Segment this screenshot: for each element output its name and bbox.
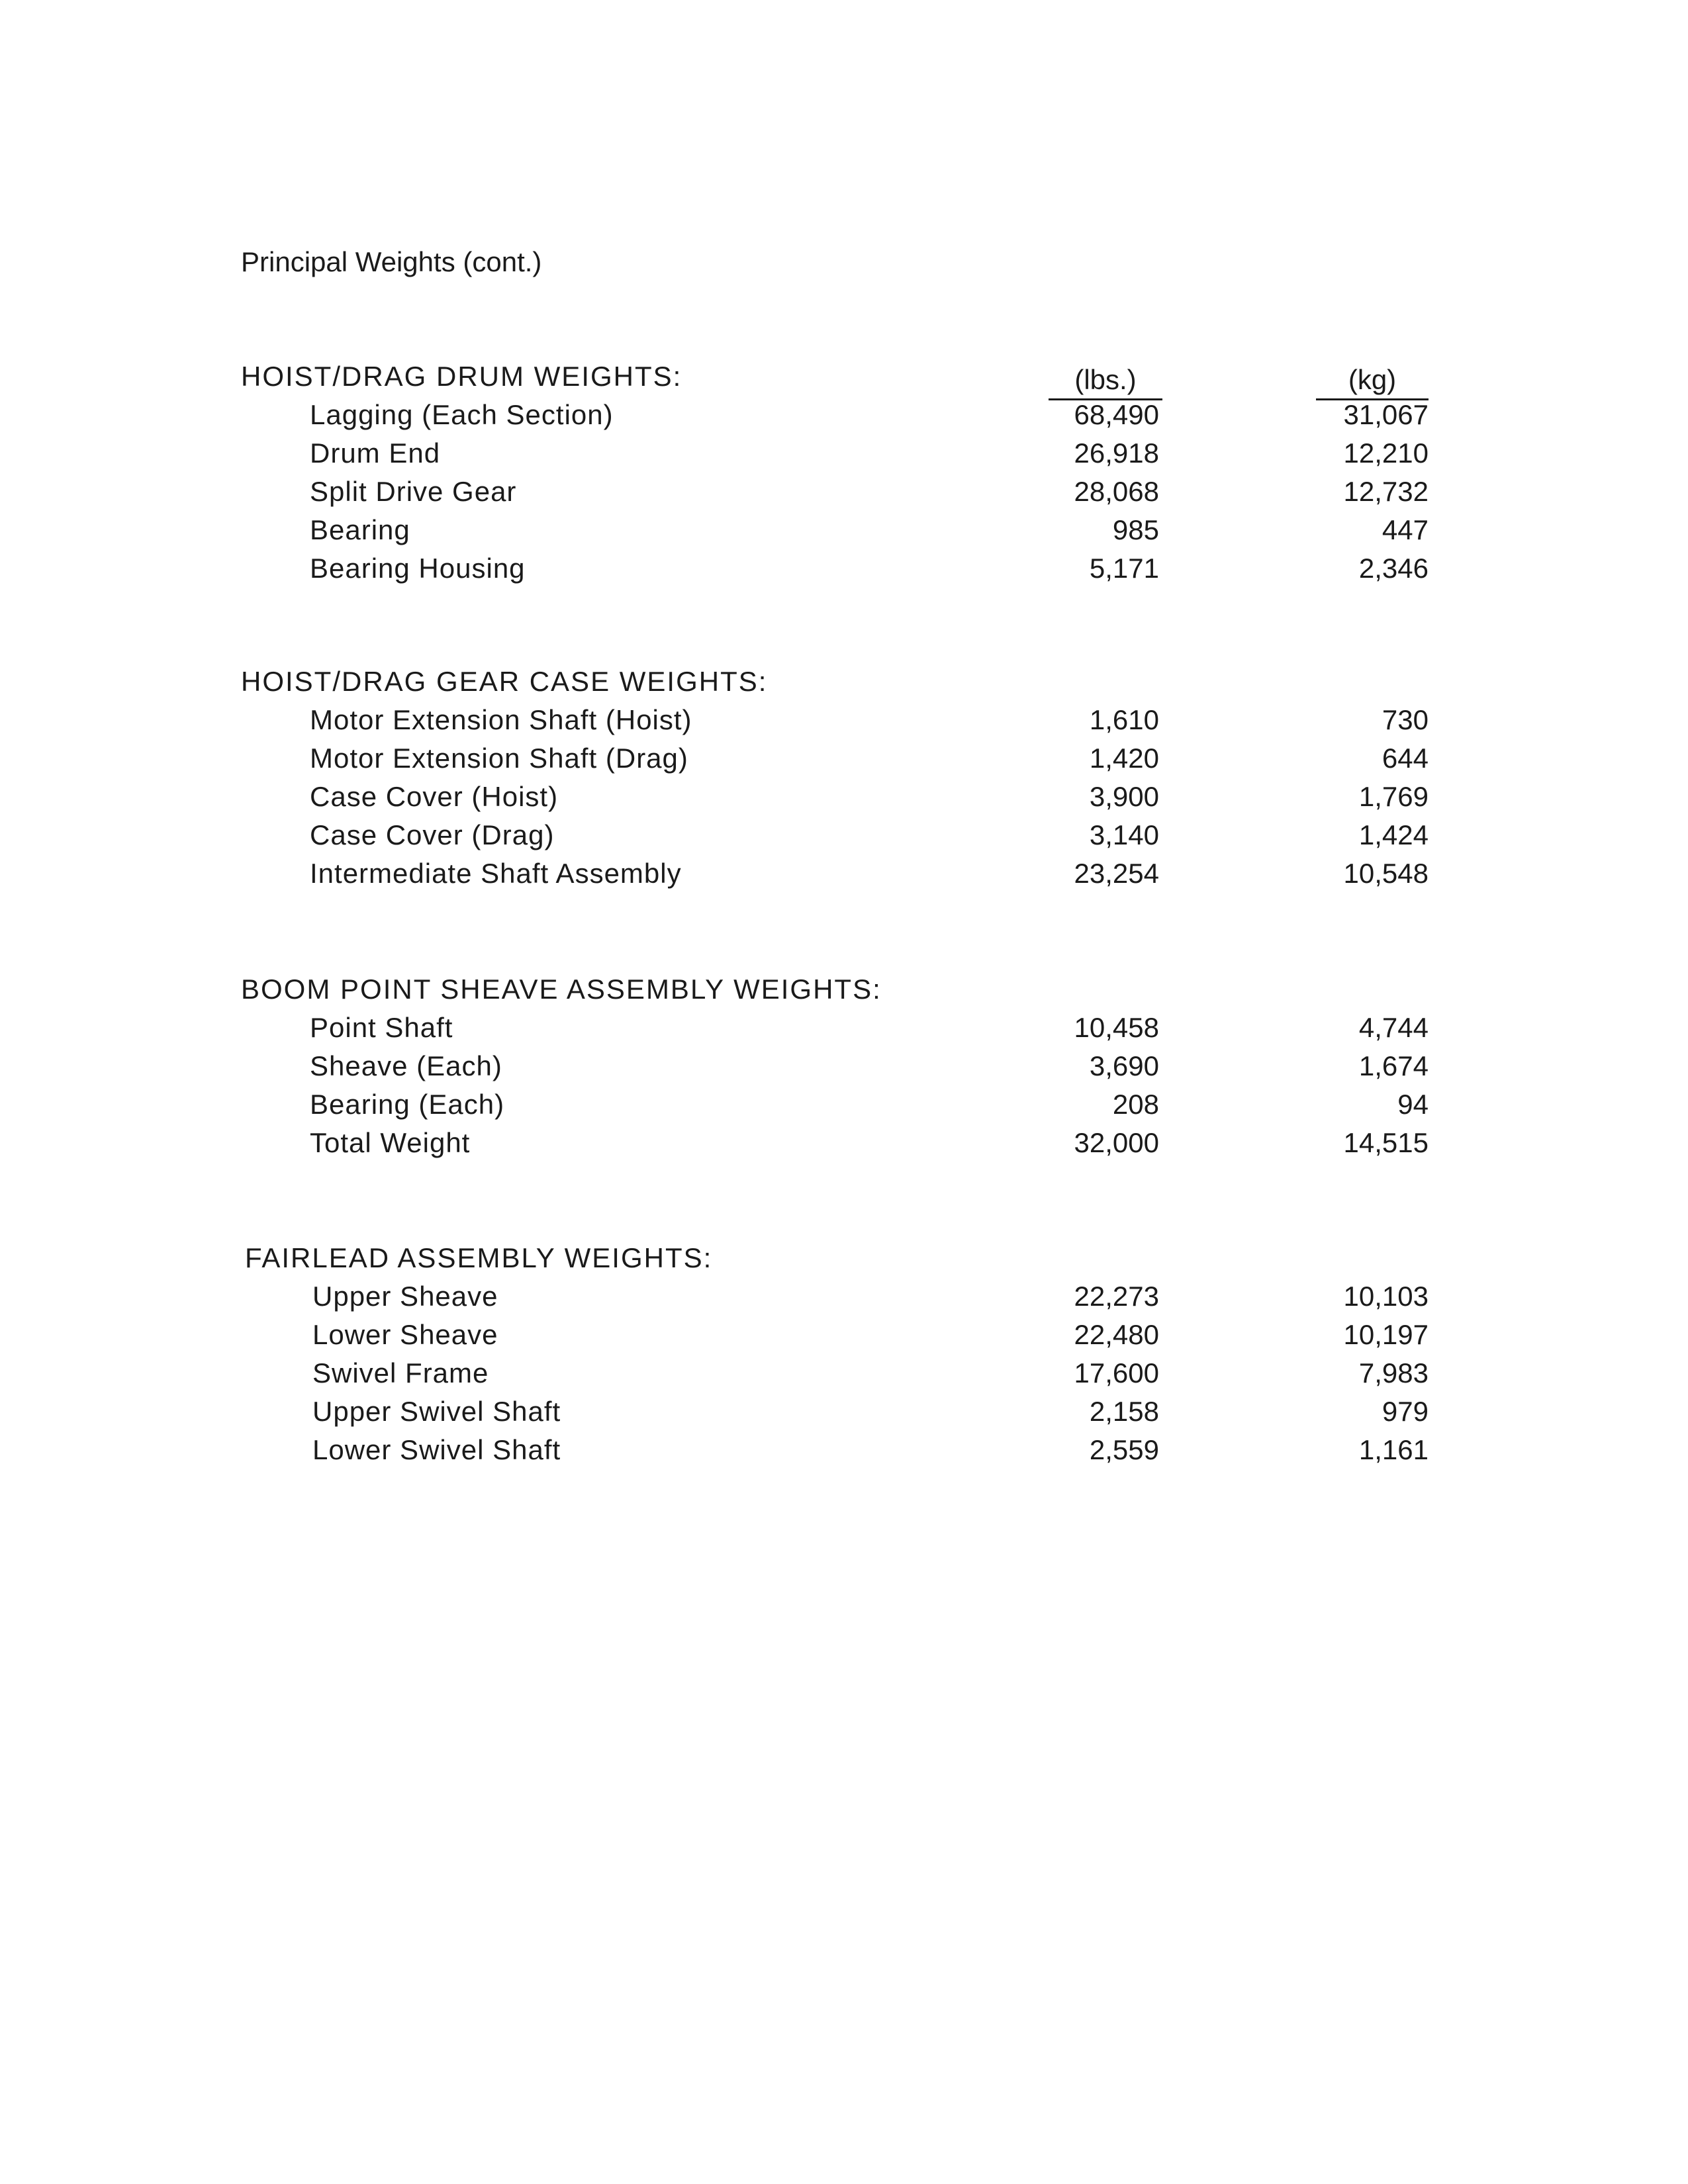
row-kg-value: 1,769: [1358, 781, 1429, 812]
row-lbs-value: 2,559: [1089, 1434, 1159, 1465]
row-label: Lagging (Each Section): [310, 399, 614, 430]
row-lbs-value: 22,273: [1074, 1281, 1159, 1312]
section-title: HOIST/DRAG GEAR CASE WEIGHTS:: [241, 666, 768, 697]
row-kg-value: 31,067: [1343, 399, 1429, 430]
row-lbs-value: 1,420: [1089, 743, 1159, 774]
row-kg-value: 12,732: [1343, 476, 1429, 507]
table-row: [241, 1047, 1446, 1085]
row-lbs-value: 68,490: [1074, 399, 1159, 430]
row-lbs-value: 3,900: [1089, 781, 1159, 812]
section-boom-point-sheave: [241, 970, 1446, 1162]
row-kg-value: 4,744: [1358, 1012, 1429, 1043]
row-label: Drum End: [310, 437, 441, 469]
row-lbs-value: 28,068: [1074, 476, 1159, 507]
table-row: [241, 511, 1446, 549]
row-label: Sheave (Each): [310, 1050, 502, 1081]
table-row: [241, 1277, 1446, 1316]
section-title: HOIST/DRAG DRUM WEIGHTS:: [241, 361, 682, 392]
section-hoist-drag-drum: [241, 357, 1446, 588]
row-lbs-value: 22,480: [1074, 1319, 1159, 1350]
row-kg-value: 979: [1382, 1396, 1429, 1427]
table-row: [241, 739, 1446, 778]
table-row: [241, 816, 1446, 854]
row-label: Bearing (Each): [310, 1089, 505, 1120]
row-kg-value: 10,103: [1343, 1281, 1429, 1312]
table-row: [241, 1392, 1446, 1431]
row-kg-value: 10,548: [1343, 858, 1429, 889]
column-header-lbs: (lbs.): [1049, 364, 1162, 400]
row-kg-value: 644: [1382, 743, 1429, 774]
column-header-kg: (kg): [1316, 364, 1429, 400]
row-label: Lower Swivel Shaft: [312, 1434, 561, 1465]
row-label: Bearing: [310, 514, 410, 545]
row-lbs-value: 17,600: [1074, 1357, 1159, 1388]
row-lbs-value: 3,140: [1089, 819, 1159, 850]
section-hoist-drag-gear-case: [241, 662, 1446, 893]
table-row: [241, 549, 1446, 588]
row-lbs-value: 5,171: [1089, 553, 1159, 584]
row-kg-value: 2,346: [1358, 553, 1429, 584]
table-row: [241, 434, 1446, 473]
row-label: Total Weight: [310, 1127, 471, 1158]
row-lbs-value: 3,690: [1089, 1050, 1159, 1081]
row-kg-value: 1,674: [1358, 1050, 1429, 1081]
row-lbs-value: 32,000: [1074, 1127, 1159, 1158]
table-row: [241, 1124, 1446, 1162]
row-label: Upper Sheave: [312, 1281, 498, 1312]
row-label: Case Cover (Hoist): [310, 781, 559, 812]
row-kg-value: 94: [1397, 1089, 1429, 1120]
section-fairlead-assembly: [241, 1239, 1446, 1469]
table-row: [241, 1085, 1446, 1124]
row-kg-value: 14,515: [1343, 1127, 1429, 1158]
table-row: [241, 1316, 1446, 1354]
row-kg-value: 1,424: [1358, 819, 1429, 850]
row-lbs-value: 26,918: [1074, 437, 1159, 469]
row-kg-value: 447: [1382, 514, 1429, 545]
row-label: Point Shaft: [310, 1012, 453, 1043]
table-row: [241, 1009, 1446, 1047]
row-label: Motor Extension Shaft (Drag): [310, 743, 688, 774]
table-row: [241, 396, 1446, 434]
table-row: [241, 854, 1446, 893]
row-lbs-value: 23,254: [1074, 858, 1159, 889]
row-label: Swivel Frame: [312, 1357, 489, 1388]
table-row: [241, 1431, 1446, 1469]
row-kg-value: 10,197: [1343, 1319, 1429, 1350]
row-kg-value: 730: [1382, 704, 1429, 735]
row-kg-value: 7,983: [1358, 1357, 1429, 1388]
row-label: Split Drive Gear: [310, 476, 517, 507]
row-label: Motor Extension Shaft (Hoist): [310, 704, 692, 735]
page-title: Principal Weights (cont.): [241, 246, 542, 277]
row-label: Lower Sheave: [312, 1319, 498, 1350]
row-label: Case Cover (Drag): [310, 819, 555, 850]
row-label: Intermediate Shaft Assembly: [310, 858, 682, 889]
table-row: [241, 701, 1446, 739]
table-row: [241, 778, 1446, 816]
table-row: [241, 1354, 1446, 1392]
section-title: FAIRLEAD ASSEMBLY WEIGHTS:: [245, 1242, 713, 1273]
table-row: [241, 473, 1446, 511]
row-label: Bearing Housing: [310, 553, 526, 584]
row-lbs-value: 985: [1112, 514, 1159, 545]
row-kg-value: 1,161: [1358, 1434, 1429, 1465]
row-kg-value: 12,210: [1343, 437, 1429, 469]
row-lbs-value: 208: [1112, 1089, 1159, 1120]
row-lbs-value: 2,158: [1089, 1396, 1159, 1427]
row-lbs-value: 10,458: [1074, 1012, 1159, 1043]
row-label: Upper Swivel Shaft: [312, 1396, 561, 1427]
row-lbs-value: 1,610: [1089, 704, 1159, 735]
section-title: BOOM POINT SHEAVE ASSEMBLY WEIGHTS:: [241, 974, 882, 1005]
